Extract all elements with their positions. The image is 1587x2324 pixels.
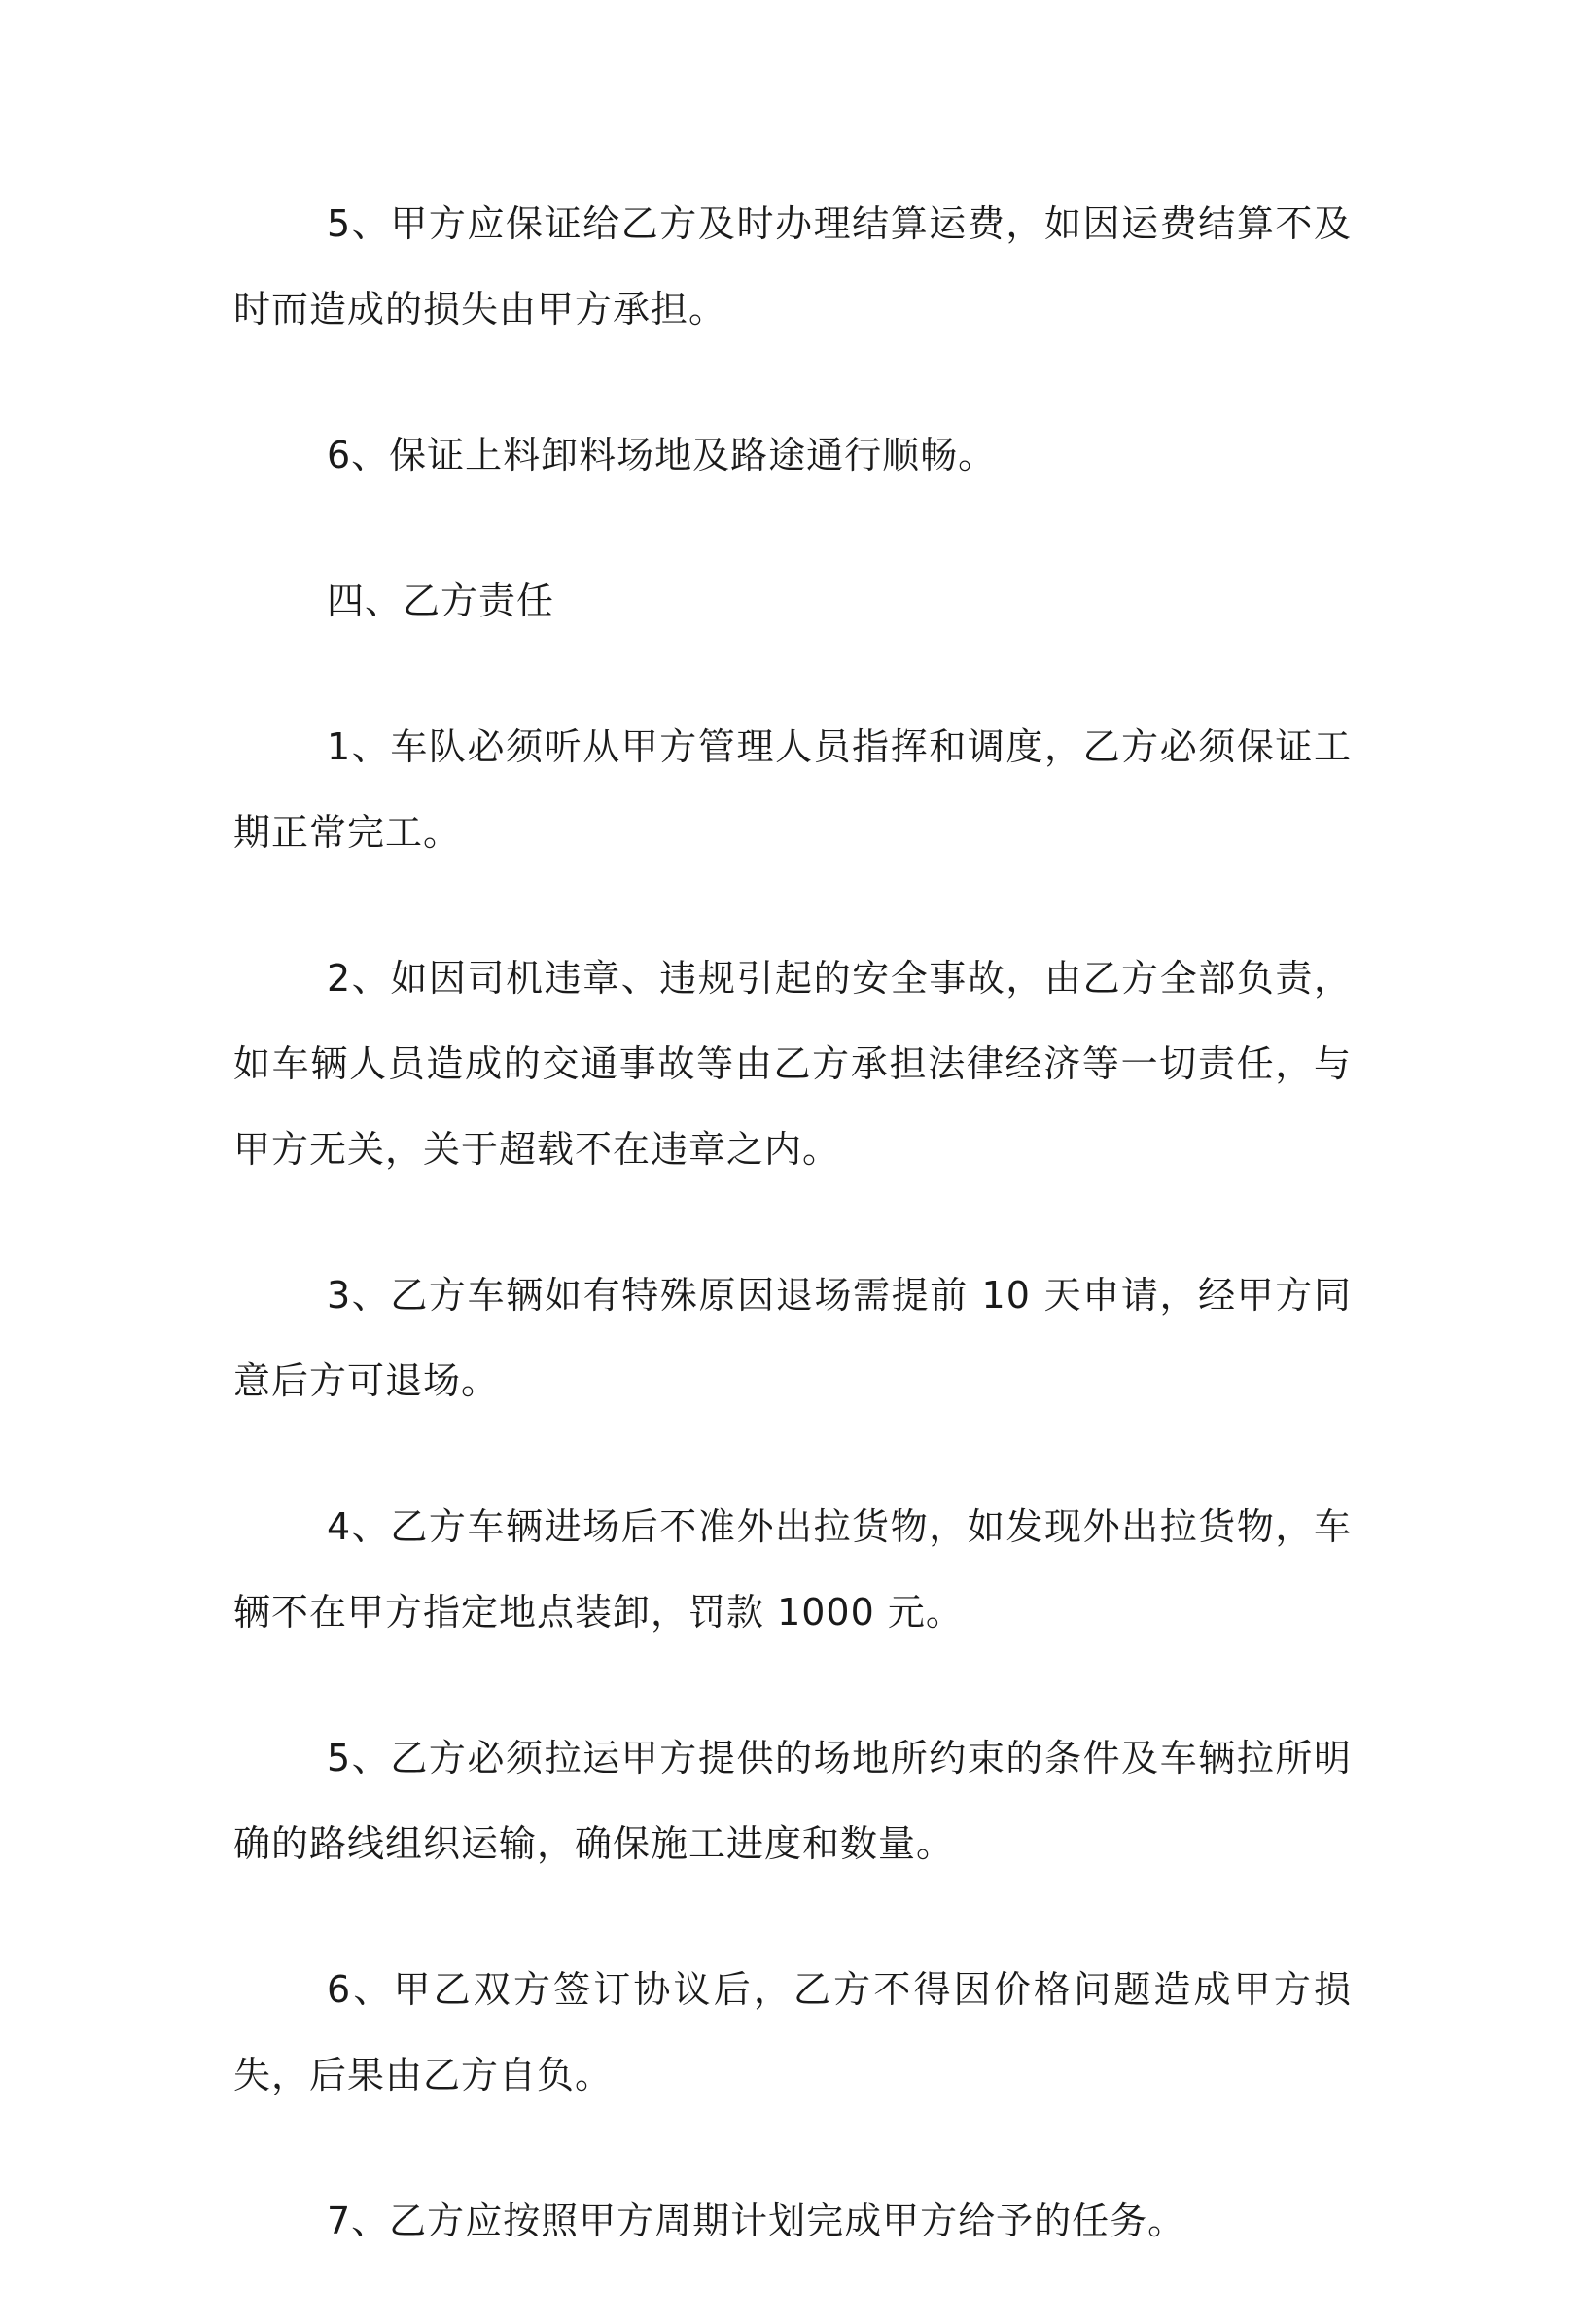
clause-b5-route: 5、乙方必须拉运甲方提供的场地所约束的条件及车辆拉所明确的路线组织运输，确保施工进度和数量。 bbox=[233, 1737, 1352, 1865]
clause-b4-penalty: 4、乙方车辆进场后不准外出拉货物，如发现外出拉货物，车辆不在甲方指定地点装卸，罚款 1000 元。 bbox=[233, 1505, 1352, 1634]
section-heading-party-b-duties: 四、乙方责任 bbox=[327, 580, 555, 622]
clause-b3-exit: 3、乙方车辆如有特殊原因退场需提前 10 天申请，经甲方同意后方可退场。 bbox=[233, 1274, 1352, 1402]
clause-b2-safety: 2、如因司机违章、违规引起的安全事故，由乙方全部负责，如车辆人员造成的交通事故等由乙方承担法律经济等一切责任，与甲方无关，关于超载不在违章之内。 bbox=[233, 957, 1352, 1171]
clause-b6-price: 6、甲乙双方签订协议后，乙方不得因价格问题造成甲方损失，后果由乙方自负。 bbox=[233, 1968, 1352, 2096]
clause-b7-schedule: 7、乙方应按照甲方周期计划完成甲方给予的任务。 bbox=[327, 2200, 1186, 2242]
document-body bbox=[233, 181, 1352, 2324]
clause-a5-settlement: 5、甲方应保证给乙方及时办理结算运费，如因运费结算不及时而造成的损失由甲方承担。 bbox=[233, 202, 1352, 331]
clause-b1-dispatch: 1、车队必须听从甲方管理人员指挥和调度，乙方必须保证工期正常完工。 bbox=[233, 725, 1352, 854]
clause-a6-site-access: 6、保证上料卸料场地及路途通行顺畅。 bbox=[327, 434, 997, 476]
